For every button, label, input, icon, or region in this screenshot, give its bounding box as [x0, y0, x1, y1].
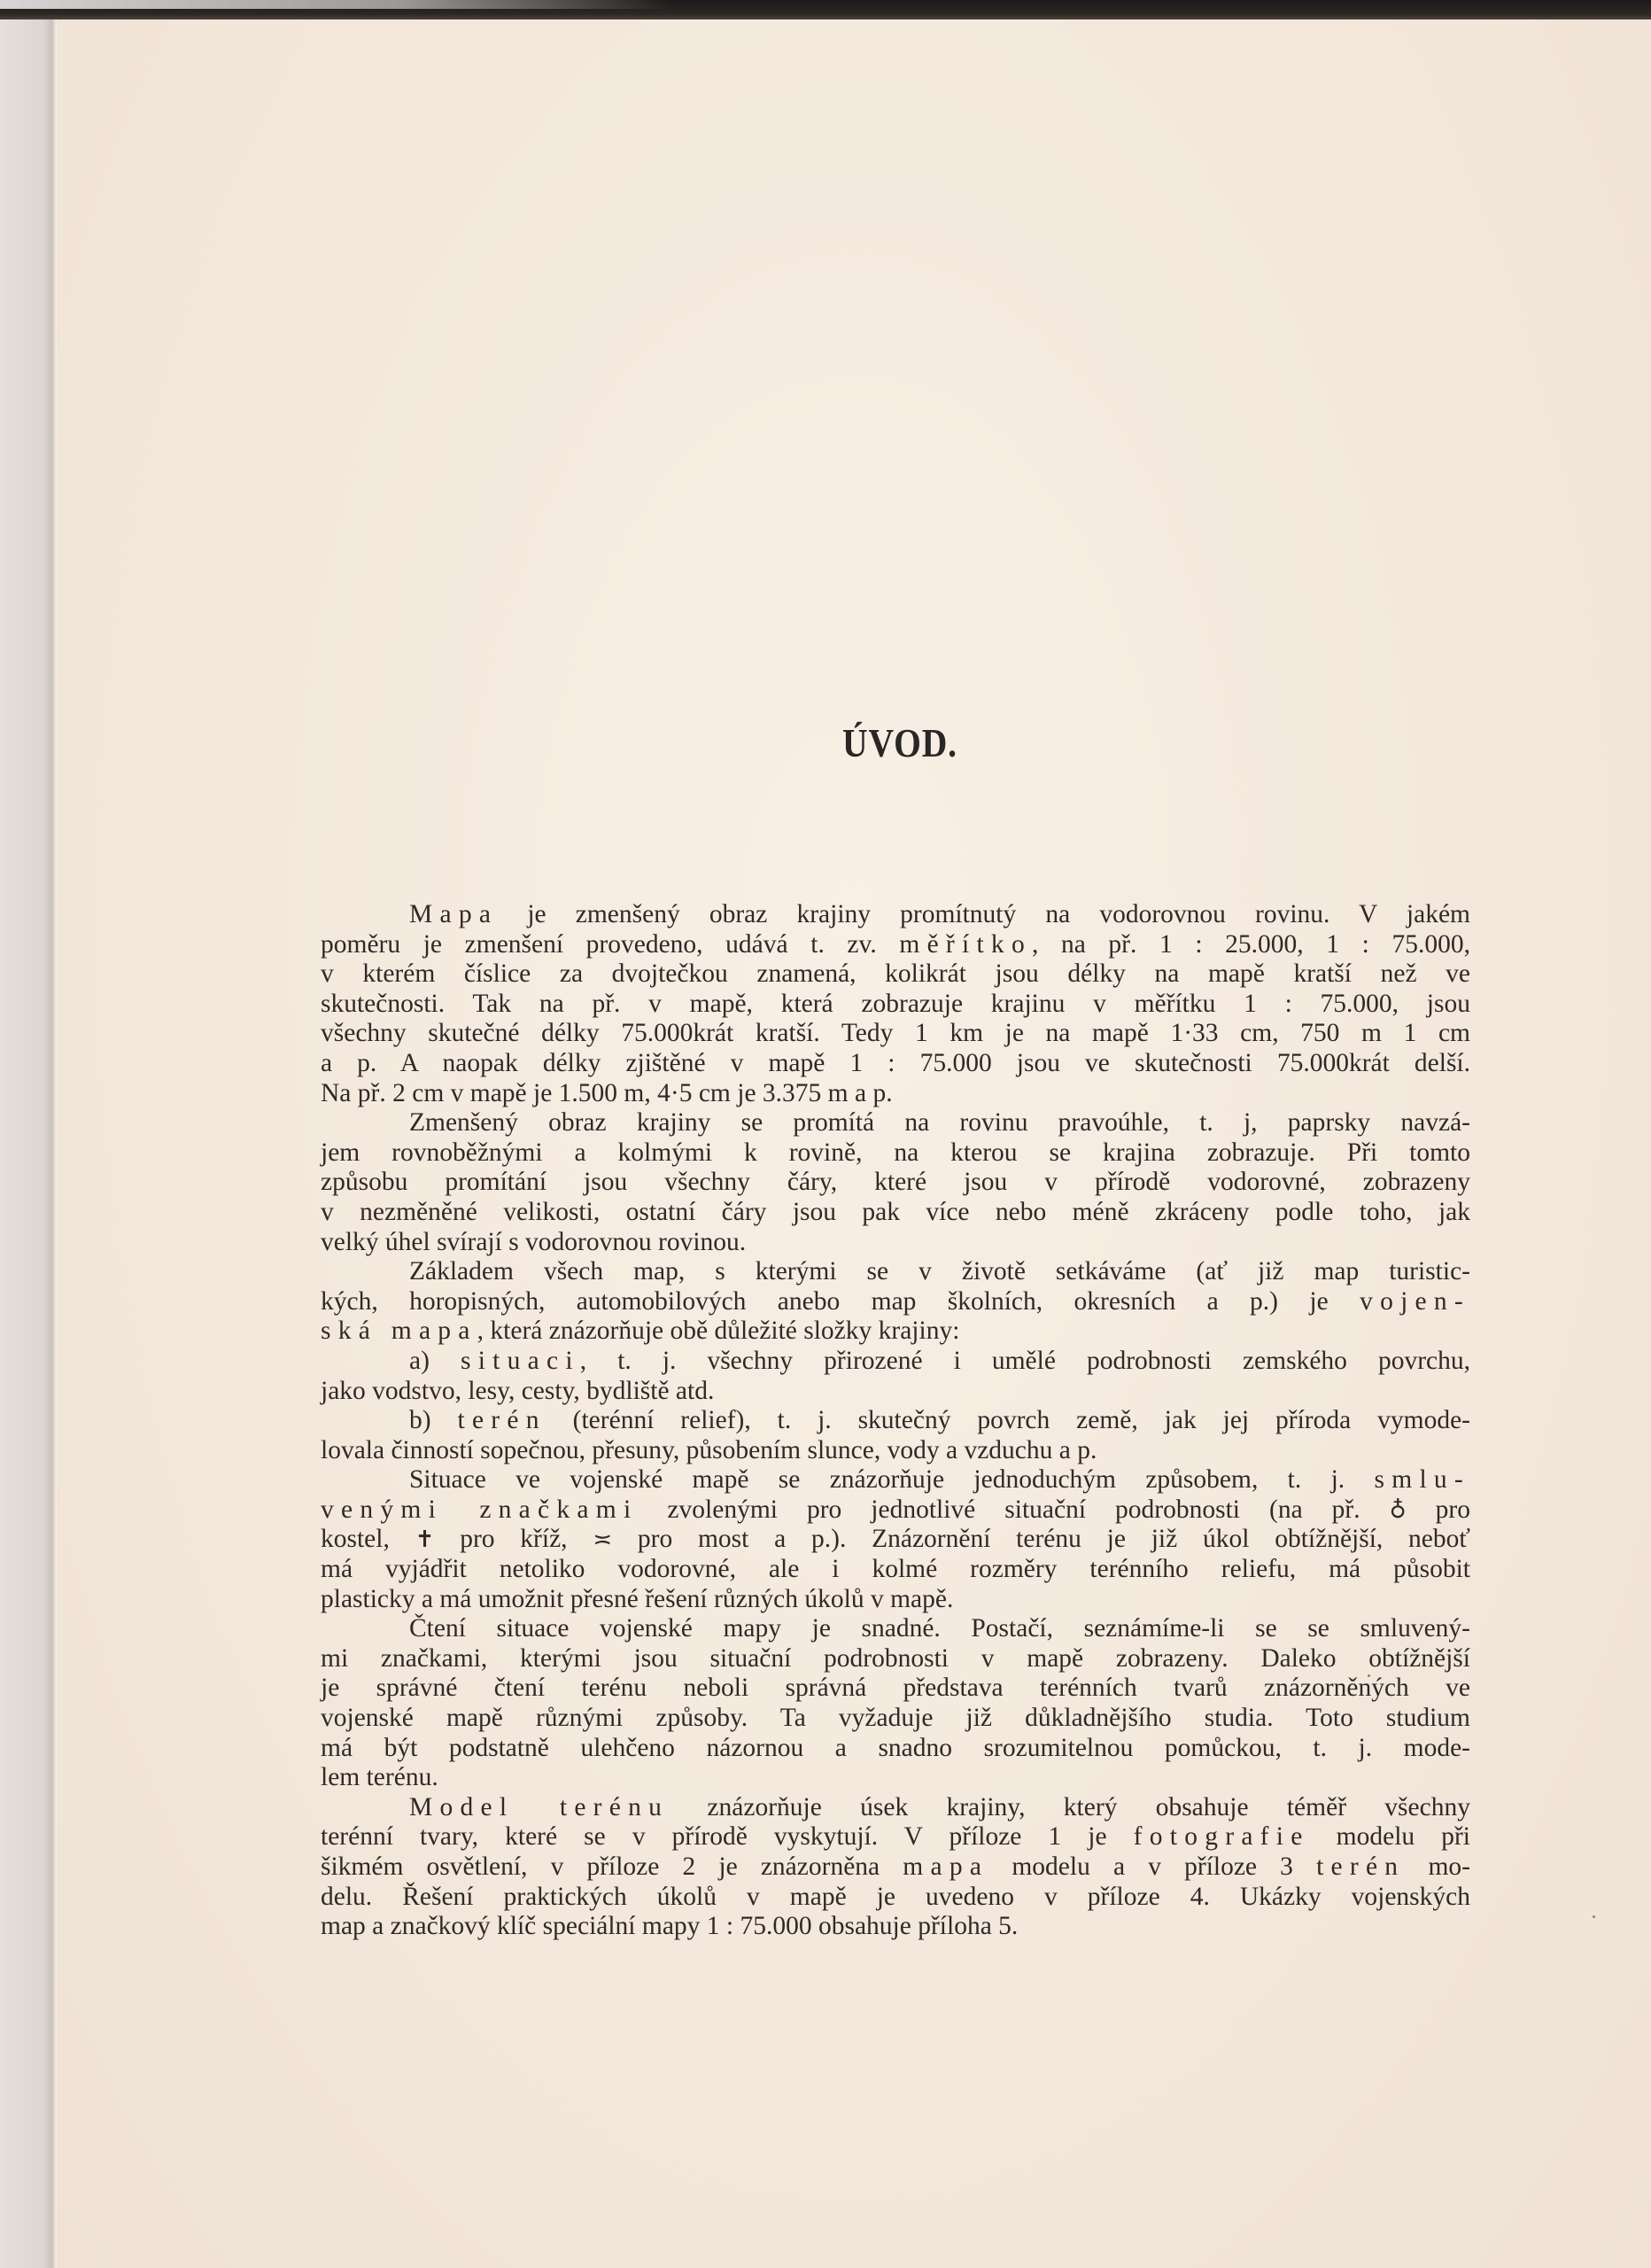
- text-line: [321, 1257, 1470, 1287]
- text-run: mo-: [1405, 1852, 1470, 1881]
- text-run: plasticky a má umožnit přesné řešení různých úkolů v mapě.: [321, 1584, 954, 1613]
- spaced-emphasis: mapa: [903, 1852, 989, 1881]
- text-run: Základem všech map, s kterými se v životě setkáváme (ať již map turistic-: [409, 1257, 1470, 1286]
- text-run: kostel,: [321, 1525, 415, 1554]
- text-run: je správné čtení terénu neboli správná představa terénních tvarů znázorněných ve: [321, 1674, 1470, 1703]
- text-run: mi značkami, kterými jsou situační podrobnosti v mapě zobrazeny. Daleko obtížnější: [321, 1643, 1470, 1673]
- text-line: [321, 1644, 1470, 1674]
- text-line: [321, 1495, 1470, 1526]
- text-run: a p. A naopak délky zjištěné v mapě 1 : 75.000 jsou ve skutečnosti 75.000krát delší.: [321, 1048, 1470, 1077]
- text-run: lem terénu.: [321, 1763, 438, 1792]
- text-line: [321, 900, 1470, 930]
- text-line: [321, 1287, 1470, 1317]
- text-run: vojenské mapě různými způsoby. Ta vyžaduje již důkladnějšího studia. Toto studium: [321, 1704, 1470, 1733]
- text-run: všechny skutečné délky 75.000krát kratší. Tedy 1 km je na mapě 1·33 cm, 750 m 1 cm: [321, 1019, 1470, 1048]
- text-line: [321, 1079, 1470, 1109]
- text-line: [321, 1465, 1470, 1495]
- spaced-emphasis: situaci: [460, 1346, 580, 1375]
- text-run: b): [409, 1406, 458, 1435]
- text-run: , t. j. všechny přirozené i umělé podrobnosti zemského povrchu,: [579, 1346, 1470, 1375]
- text-run: pro kříž,: [434, 1525, 593, 1554]
- scan-top-highlight: [0, 0, 673, 9]
- text-line: [321, 1793, 1470, 1823]
- text-run: terénní tvary, které se v přírodě vyskytují. V příloze 1 je: [321, 1822, 1134, 1852]
- paper-speck: [1593, 1915, 1595, 1918]
- cross-icon: ✝: [415, 1526, 435, 1554]
- text-run: Čtení situace vojenské mapy je snadné. Postačí, seznámíme-li se se smluvený-: [409, 1614, 1470, 1643]
- text-line: [321, 1108, 1470, 1138]
- text-run: v kterém číslice za dvojtečkou znamená, kolikrát jsou délky na mapě kratší než ve: [321, 959, 1470, 989]
- text-run: modelu a v příloze 3: [988, 1852, 1317, 1881]
- text-run: lovala činností sopečnou, přesuny, působením slunce, vody a vzduchu a p.: [321, 1435, 1097, 1464]
- text-line: [321, 1347, 1470, 1377]
- text-run: modelu při: [1309, 1822, 1470, 1852]
- text-line: [321, 1138, 1470, 1169]
- church-icon: ♁: [1389, 1496, 1407, 1524]
- text-line: [321, 1674, 1470, 1704]
- text-line: [321, 1912, 1470, 1942]
- text-line: [321, 1704, 1470, 1734]
- text-run: , která znázorňuje obě důležité složky krajiny:: [477, 1317, 960, 1346]
- text-line: [321, 1198, 1470, 1228]
- text-run: má vyjádřit netoliko vodorovné, ale i kolmé rozměry terénního reliefu, má působit: [321, 1555, 1470, 1584]
- page-title: ÚVOD.: [842, 720, 957, 765]
- text-line: [321, 1763, 1470, 1793]
- text-run: poměru je zmenšení provedeno, udává t. zv.: [321, 929, 900, 959]
- spaced-emphasis: venými značkami: [321, 1495, 639, 1524]
- text-line: [321, 1525, 1470, 1555]
- text-run: Na př. 2 cm v mapě je 1.500 m, 4·5 cm je 3.375 m a p.: [321, 1078, 893, 1107]
- spaced-emphasis: fotografie: [1133, 1822, 1310, 1852]
- text-line: [321, 1734, 1470, 1764]
- text-run: pro: [1406, 1495, 1471, 1524]
- text-line: [321, 1436, 1470, 1466]
- body-text: [321, 900, 1470, 1942]
- text-line: [321, 1883, 1470, 1913]
- spaced-emphasis: ská mapa: [321, 1317, 477, 1346]
- text-run: Situace ve vojenské mapě se znázorňuje jednoduchým způsobem, t. j.: [409, 1465, 1375, 1495]
- spaced-emphasis: Mapa: [409, 900, 499, 928]
- text-run: map a značkový klíč speciální mapy 1 : 75.000 obsahuje příloha 5.: [321, 1912, 1019, 1941]
- text-run: pro most a p.). Znázornění terénu je již úkol obtížnější, neboť: [612, 1525, 1471, 1554]
- text-run: jako vodstvo, lesy, cesty, bydliště atd.: [321, 1376, 715, 1405]
- text-line: [321, 990, 1470, 1020]
- spaced-emphasis: terén: [457, 1406, 546, 1435]
- text-run: jem rovnoběžnými a kolmými k rovině, na kterou se krajina zobrazuje. Při tomto: [321, 1138, 1470, 1167]
- text-run: zvolenými pro jednotlivé situační podrobnosti (na př.: [638, 1495, 1390, 1524]
- text-run: v nezměněné velikosti, ostatní čáry jsou pak více nebo méně zkráceny podle toho, jak: [321, 1197, 1470, 1226]
- text-line: [321, 1822, 1470, 1852]
- text-line: [321, 1614, 1470, 1644]
- text-line: [321, 1228, 1470, 1258]
- text-run: , na př. 1 : 25.000, 1 : 75.000,: [1031, 929, 1470, 959]
- text-line: [321, 1168, 1470, 1198]
- text-line: [321, 1019, 1470, 1049]
- text-run: delu. Řešení praktických úkolů v mapě je uvedeno v příloze 4. Ukázky vojenských: [321, 1882, 1470, 1911]
- page-binding-gutter: [0, 19, 57, 2268]
- text-run: šikmém osvětlení, v příloze 2 je znázorněna: [321, 1852, 903, 1881]
- text-line: [321, 1585, 1470, 1615]
- text-line: [321, 1555, 1470, 1585]
- text-run: (terénní relief), t. j. skutečný povrch země, jak jej příroda vymode-: [546, 1406, 1470, 1435]
- text-run: Zmenšený obraz krajiny se promítá na rovinu pravoúhle, t. j, paprsky navzá-: [409, 1108, 1470, 1138]
- text-run: je zmenšený obraz krajiny promítnutý na vodorovnou rovinu. V jakém: [498, 900, 1470, 928]
- text-run: má být podstatně ulehčeno názornou a snadno srozumitelnou pomůckou, t. j. mode-: [321, 1733, 1470, 1762]
- text-line: [321, 1406, 1470, 1436]
- text-run: velký úhel svírají s vodorovnou rovinou.: [321, 1227, 747, 1256]
- text-line: [321, 1049, 1470, 1079]
- text-line: [321, 1377, 1470, 1407]
- text-run: skutečnosti. Tak na př. v mapě, která zobrazuje krajinu v měřítku 1 : 75.000, jsou: [321, 989, 1470, 1018]
- spaced-emphasis: smlu-: [1374, 1465, 1470, 1495]
- spaced-emphasis: terén: [1316, 1852, 1406, 1881]
- bridge-icon: ≍: [593, 1526, 613, 1554]
- text-run: kých, horopisných, automobilových anebo map školních, okresních a p.) je: [321, 1286, 1360, 1316]
- spaced-emphasis: vojen-: [1360, 1286, 1470, 1316]
- text-run: způsobu promítání jsou všechny čáry, které jsou v přírodě vodorovné, zobrazeny: [321, 1168, 1470, 1197]
- text-run: a): [409, 1346, 461, 1375]
- text-line: [321, 930, 1470, 960]
- text-line: [321, 1317, 1470, 1347]
- text-run: znázorňuje úsek krajiny, který obsahuje téměř všechny: [669, 1792, 1470, 1821]
- text-line: [321, 959, 1470, 990]
- spaced-emphasis: měřítko: [899, 929, 1032, 959]
- text-line: [321, 1852, 1470, 1883]
- spaced-emphasis: Model terénu: [409, 1792, 670, 1821]
